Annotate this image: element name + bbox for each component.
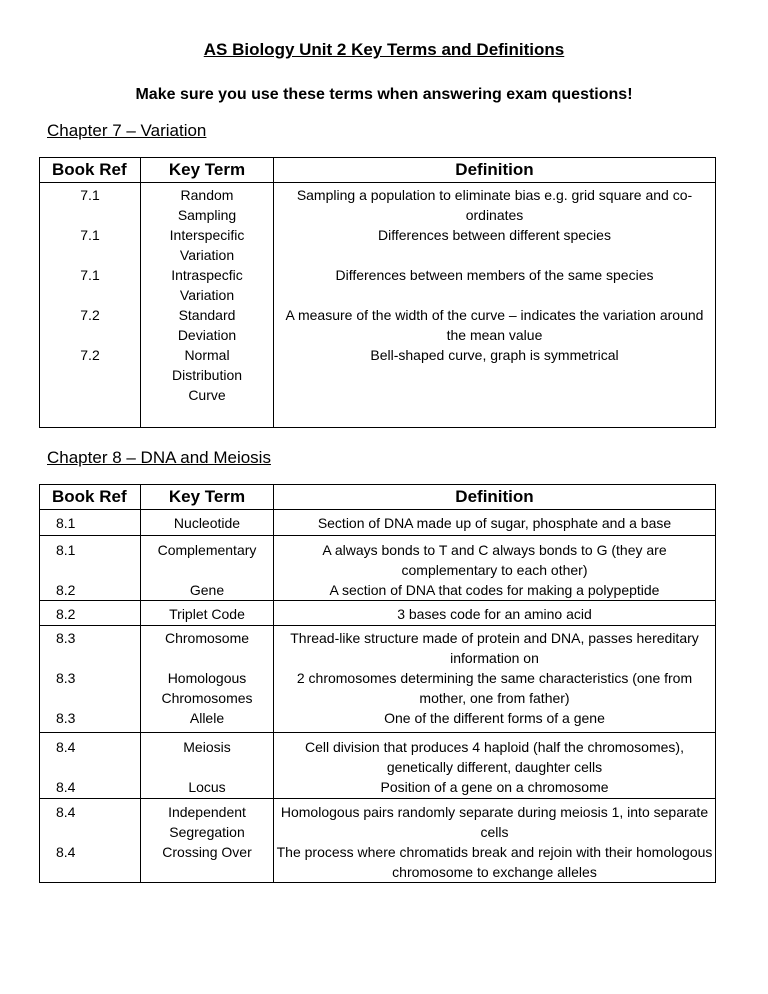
table-cell: Thread-like structure made of protein and DNA, passes hereditary information on <box>290 630 699 666</box>
table-cell: Random Sampling <box>177 187 237 223</box>
key-term-cell <box>141 183 274 428</box>
table-cell: Intraspecfic Variation <box>171 267 243 303</box>
table-cell: Nucleotide <box>141 510 274 536</box>
table-cell: Differences between different species <box>378 227 611 243</box>
table-cell: One of the different forms of a gene <box>384 710 605 726</box>
table-cell: Differences between members of the same species <box>335 267 654 283</box>
table-cell: Crossing Over <box>141 842 274 883</box>
table-cell: Triplet Code <box>141 601 274 626</box>
table-cell: 2 chromosomes determining the same characteristics (one from mother, one from father) <box>296 670 693 706</box>
table-row <box>40 799 716 843</box>
chapter-7-heading: Chapter 7 – Variation <box>47 121 207 140</box>
table-cell: The process where chromatids break and rejoin with their homologous chromosome to exchange alleles <box>276 844 713 880</box>
table-cell: Gene <box>141 580 274 601</box>
table-row <box>40 842 716 883</box>
table-cell: 8.2 <box>40 580 141 601</box>
column-header-definition: Definition <box>274 485 716 510</box>
table-cell: Normal Distribution Curve <box>171 347 243 403</box>
column-header-key-term: Key Term <box>141 158 274 183</box>
table-cell: A always bonds to T and C always bonds to G (they are complementary to each other) <box>322 542 667 578</box>
table-cell: 7.1 <box>80 227 100 243</box>
table-cell: 8.4 <box>40 732 141 777</box>
table-cell: A measure of the width of the curve – indicates the variation around the mean value <box>285 307 704 343</box>
table-cell: 7.1 <box>80 187 100 203</box>
table-cell: Chromosome <box>141 626 274 669</box>
page-title: AS Biology Unit 2 Key Terms and Definitions <box>203 40 565 59</box>
table-row <box>40 777 716 799</box>
table-row <box>40 708 716 732</box>
table-cell: 8.1 <box>40 536 141 581</box>
table-cell: Complementary <box>141 536 274 581</box>
table-row <box>40 601 716 626</box>
table-row <box>40 536 716 581</box>
column-header-book-ref: Book Ref <box>40 485 141 510</box>
column-header-key-term: Key Term <box>141 485 274 510</box>
table-cell: 8.3 <box>40 668 141 708</box>
table-cell: Locus <box>141 777 274 799</box>
table-row <box>40 668 716 708</box>
table-cell: A section of DNA that codes for making a polypeptide <box>329 582 660 598</box>
table-cell: Allele <box>141 708 274 732</box>
table-cell: 8.4 <box>40 842 141 883</box>
table-cell: 8.4 <box>40 777 141 799</box>
table-row <box>40 626 716 669</box>
table-cell: Homologous pairs randomly separate during meiosis 1, into separate cells <box>280 804 709 840</box>
table-row <box>40 580 716 601</box>
table-cell: Standard Deviation <box>177 307 237 343</box>
chapter-8-table <box>39 484 716 883</box>
definition-cell <box>274 183 716 428</box>
table-cell: Homologous Chromosomes <box>141 668 274 708</box>
table-cell: 8.4 <box>40 799 141 843</box>
table-row <box>40 510 716 536</box>
chapter-7-table <box>39 157 716 428</box>
table-cell: 7.1 <box>80 267 100 283</box>
table-cell: Cell division that produces 4 haploid (half the chromosomes), genetically different, daughter cells <box>305 738 684 775</box>
book-ref-cell <box>40 183 141 428</box>
page-subtitle: Make sure you use these terms when answering exam questions! <box>135 86 633 103</box>
table-cell: 8.2 <box>40 601 141 626</box>
column-header-book-ref: Book Ref <box>40 158 141 183</box>
chapter-8-heading: Chapter 8 – DNA and Meiosis <box>47 448 271 467</box>
column-header-definition: Definition <box>274 158 716 183</box>
table-cell: 7.2 <box>80 307 100 323</box>
table-cell: Sampling a population to eliminate bias e.g. grid square and co-ordinates <box>296 187 693 223</box>
table-cell: Interspecific Variation <box>169 227 245 263</box>
table-cell: Bell-shaped curve, graph is symmetrical <box>370 347 619 363</box>
table-cell: Independent Segregation <box>141 799 274 843</box>
table-row <box>40 732 716 777</box>
table-cell: 3 bases code for an amino acid <box>397 606 592 622</box>
table-cell: 8.3 <box>40 626 141 669</box>
table-cell: 8.1 <box>40 510 141 536</box>
table-cell: Meiosis <box>141 732 274 777</box>
table-cell: Position of a gene on a chromosome <box>380 778 609 795</box>
table-cell: 7.2 <box>80 347 100 363</box>
table-cell: 8.3 <box>40 708 141 732</box>
table-cell: Section of DNA made up of sugar, phosphate and a base <box>317 515 672 531</box>
